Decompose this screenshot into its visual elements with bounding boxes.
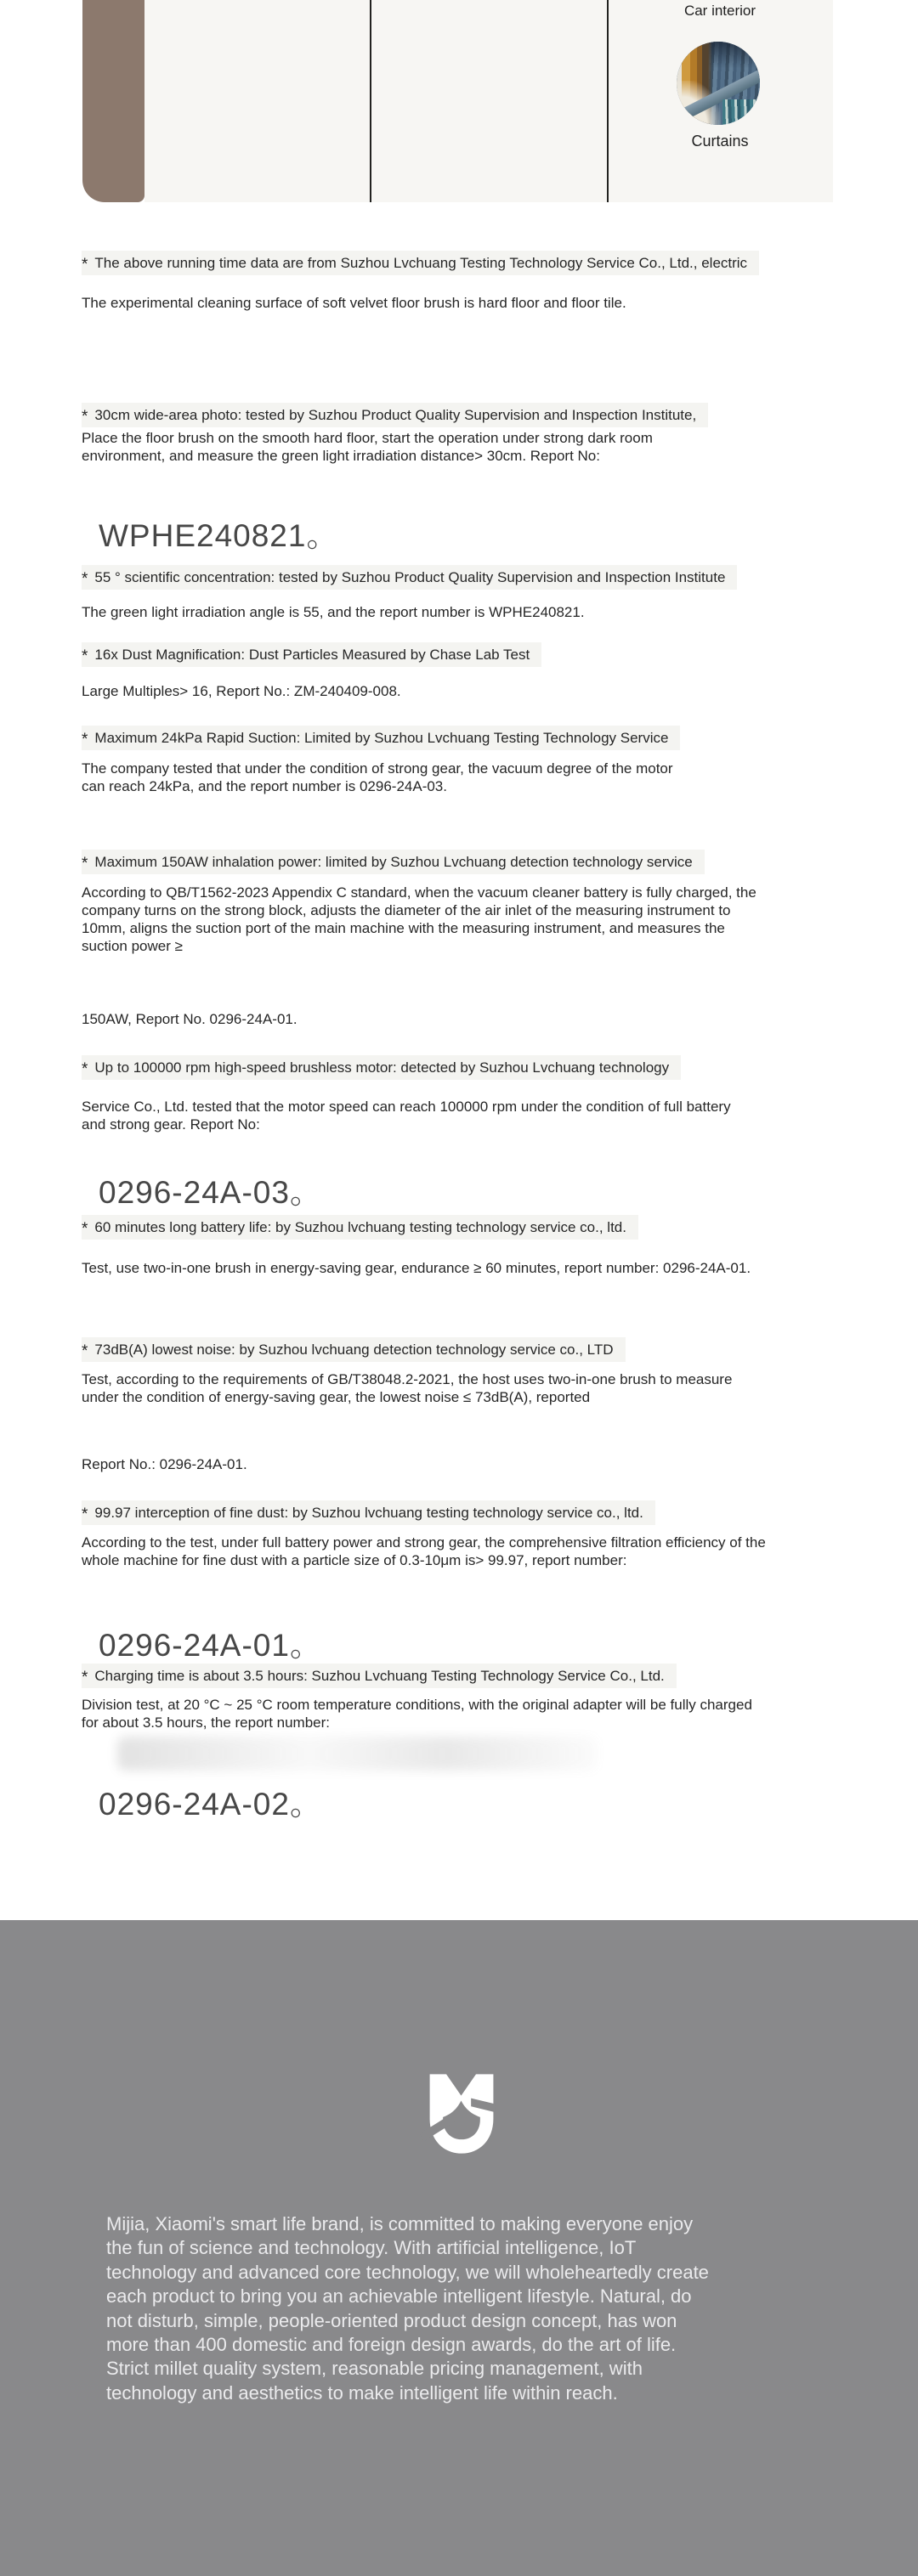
note-line [82,682,401,700]
note-text: According to the test, under full battery power and strong gear, the comprehensive filtration efficiency of the [82,1534,766,1551]
note-line [82,1337,626,1362]
note-text: The experimental cleaning surface of soft velvet floor brush is hard floor and floor tile. [82,295,626,311]
note-text: According to QB/T1562-2023 Appendix C standard, when the vacuum cleaner battery is fully charged, the [82,884,756,901]
table-divider-line [607,0,609,202]
mijia-logo-icon [418,2066,505,2164]
note-text: Maximum 150AW inhalation power: limited by Suzhou Lvchuang detection technology service [94,854,693,870]
note-text: The green light irradiation angle is 55, and the report number is WPHE240821. [82,604,585,620]
note-text: Service Co., Ltd. tested that the motor speed can reach 100000 rpm under the condition of full battery [82,1099,731,1115]
curtains-photo [677,42,760,125]
brand-description-line: more than 400 domestic and foreign design awards, do the art of life. [106,2334,677,2356]
bullet-star-icon: * [82,256,88,274]
note-line [82,1259,751,1277]
note-text: Test, use two-in-one brush in energy-saving gear, endurance ≥ 60 minutes, report number: 0296-24A-01. [82,1260,751,1276]
note-text: 55 ° scientific concentration: tested by Suzhou Product Quality Supervision and Inspection Institute [94,569,726,585]
brand-description-line: not disturb, simple, people-oriented product design concept, has won [106,2309,677,2331]
note-line [82,1055,681,1080]
note-text: 10mm, aligns the suction port of the main machine with the measuring instrument, and measures the [82,920,725,936]
note-paragraph [82,429,653,465]
brand-description-line: each product to bring you an achievable intelligent lifestyle. Natural, do [106,2285,692,2308]
bullet-star-icon: * [82,1342,88,1360]
report-code-heading: 0296-24A-01。 [99,1628,322,1663]
note-paragraph [82,1696,752,1731]
note-line [82,294,626,312]
note-text: Place the floor brush on the smooth hard floor, start the operation under strong dark room [82,430,653,446]
note-paragraph [82,884,756,955]
note-line [82,1500,655,1525]
note-text: whole machine for fine dust with a particle size of 0.3-10μm is> 99.97, report number: [82,1552,627,1568]
bullet-star-icon: * [82,1669,88,1686]
report-code-heading: 0296-24A-02。 [99,1787,322,1822]
note-text: 16x Dust Magnification: Dust Particles Measured by Chase Lab Test [94,647,530,663]
note-line [82,850,705,874]
note-line [82,251,759,275]
note-text: suction power ≥ [82,938,183,954]
table-left-brown-column [82,0,144,202]
bullet-star-icon: * [82,855,88,873]
brand-description-line: the fun of science and technology. With artificial intelligence, IoT [106,2237,637,2259]
brand-description-line: technology and advanced core technology, we will wholeheartedly create [106,2261,709,2283]
bullet-star-icon: * [82,647,88,665]
bullet-star-icon: * [82,731,88,749]
note-line [82,1664,677,1688]
note-text: Test, according to the requirements of GB/T38048.2-2021, the host uses two-in-one brush to measure [82,1371,733,1387]
note-text: company turns on the strong block, adjusts the diameter of the air inlet of the measuring instrument to [82,902,731,918]
note-text: The company tested that under the condition of strong gear, the vacuum degree of the motor [82,760,673,777]
note-text: The above running time data are from Suzhou Lvchuang Testing Technology Service Co., Ltd., electric [94,255,748,271]
note-text: environment, and measure the green light irradiation distance> 30cm. Report No: [82,448,600,464]
blurred-text-artifact [117,1737,598,1771]
note-line [82,403,708,427]
note-line [82,642,541,667]
note-text: for about 3.5 hours, the report number: [82,1715,331,1731]
brand-footer [0,1920,918,2576]
note-text: 99.97 interception of fine dust: by Suzhou lvchuang testing technology service co., ltd. [94,1505,643,1521]
bullet-star-icon: * [82,408,88,426]
bullet-star-icon: * [82,1060,88,1078]
bullet-star-icon: * [82,1505,88,1523]
note-line [82,1455,247,1473]
note-text: Division test, at 20 °C ~ 25 °C room temperature conditions, with the original adapter will be fully charged [82,1697,752,1713]
table-divider-line [370,0,371,202]
note-text: Large Multiples> 16, Report No.: ZM-240409-008. [82,683,401,699]
note-text: Report No.: 0296-24A-01. [82,1456,247,1472]
brand-description-line: Strict millet quality system, reasonable pricing management, with [106,2358,643,2380]
car-interior-label: Car interior [683,3,756,19]
note-text: 60 minutes long battery life: by Suzhou lvchuang testing technology service co., ltd. [94,1219,626,1235]
note-text: Maximum 24kPa Rapid Suction: Limited by Suzhou Lvchuang Testing Technology Service [94,730,669,746]
note-text: can reach 24kPa, and the report number is 0296-24A-03. [82,778,447,794]
curtains-label: Curtains [691,133,749,150]
bullet-star-icon: * [82,1220,88,1238]
note-line [82,1010,298,1028]
bullet-star-icon: * [82,570,88,588]
note-text: under the condition of energy-saving gear, the lowest noise ≤ 73dB(A), reported [82,1389,591,1405]
note-line [82,565,737,590]
note-text: and strong gear. Report No: [82,1116,260,1133]
note-text: 30cm wide-area photo: tested by Suzhou Product Quality Supervision and Inspection Institute, [94,407,697,423]
brand-description-line: Mijia, Xiaomi's smart life brand, is committed to making everyone enjoy [106,2213,694,2234]
note-line [82,603,585,621]
note-paragraph [82,1098,731,1133]
report-code-heading: WPHE240821。 [99,518,339,553]
note-text: Charging time is about 3.5 hours: Suzhou Lvchuang Testing Technology Service Co., Ltd. [94,1668,665,1684]
note-paragraph [82,760,673,795]
brand-description [106,2212,709,2405]
note-text: 73dB(A) lowest noise: by Suzhou lvchuang detection technology service co., LTD [94,1342,614,1358]
note-text: 150AW, Report No. 0296-24A-01. [82,1011,298,1027]
note-paragraph [82,1534,766,1569]
note-text: Up to 100000 rpm high-speed brushless motor: detected by Suzhou Lvchuang technology [94,1059,670,1076]
brand-description-line: technology and aesthetics to make intelligent life within reach. [106,2381,618,2404]
note-paragraph [82,1370,732,1406]
curtain-teal-stripe [722,99,760,125]
report-code-heading: 0296-24A-03。 [99,1175,322,1210]
note-line [82,726,680,750]
note-line [82,1215,638,1240]
